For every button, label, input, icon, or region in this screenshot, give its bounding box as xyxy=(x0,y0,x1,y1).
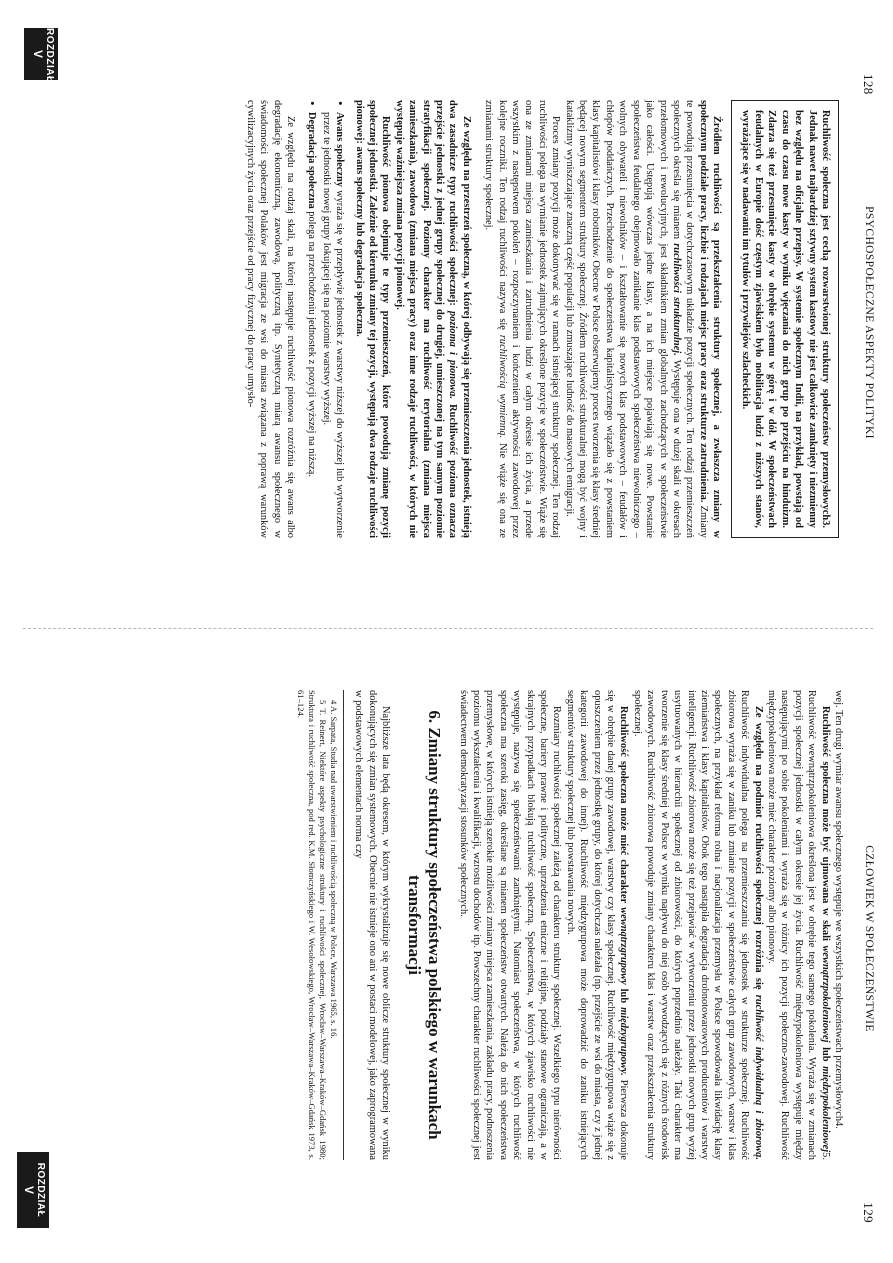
bullet-text: wyraża się w przepływie jednostek z warstwy niższej do wyższej lub wytworzenie przez te jednostki nowej grupy lokującej się na poziomie warstwy wyższej. xyxy=(320,112,346,538)
running-head-title: CZŁOWIEK W SPOŁECZEŃSTWIE xyxy=(863,845,875,1032)
paragraph xyxy=(562,100,723,538)
bold-phrase: lub xyxy=(618,988,630,1004)
paragraph xyxy=(352,100,392,538)
text-column xyxy=(243,100,843,538)
left-page xyxy=(0,0,893,631)
bullet-term: Awans społeczny xyxy=(334,112,346,188)
section-heading: 6. Zmiany struktury społeczeństwa polskiego w warunkach transformacji xyxy=(405,710,445,1140)
chapter-tab-number: V xyxy=(22,1185,36,1194)
running-head xyxy=(859,676,876,1223)
page-number: 128 xyxy=(861,74,876,95)
bold-italic-term: ruchliwości strukturalnej. xyxy=(670,243,682,356)
list-item xyxy=(305,100,318,538)
bold-phrase: Ze względu na podmiot ruchliwości społecznej rozróżnia się xyxy=(752,706,764,990)
paragraph: Najbliższe lata będą okresem, w którym wykrystalizuje się nowe oblicze struktury społecznej w wyniku dokonujących się zmian systemowych. Obecnie nie istnieje ono ani w postaci modelowej, jako zaprogramowana w podstawowych elementach norma czy xyxy=(353,690,392,1160)
paragraph xyxy=(563,690,630,1160)
bold-phrase: Ruchliwość społeczna może mieć charakter xyxy=(618,706,630,904)
paragraph xyxy=(482,100,562,538)
bold-italic-term: pozioma i pionowa. xyxy=(447,311,459,400)
text-run: Ruchliwość indywidualna polega na przemieszczaniu się jednostek w strukturze społecznej. Ruchliwość zbiorowa wyraża się w zaniku lub zmianie pozycji w społeczeństwie całych grup zawodowych, warstw i klas społecznych, na przykład reforma rolna i nacjonalizacja przemysłu w Polsce spowodowała likwidację klasy ziemiaństwa i klasy kapitalistów. Obok tego nastąpiła degradacja drobnotowarowych producentów i warstwy inteligencji. Ruchliwość zbiorowa może się też przejawiać w wytworzeniu przez jednostki nowych grup wyżej usytuowanych w hierarchii społecznej od zbiorowości, do których poprzednio należały. Taki charakter ma tworzenie się klasy średniej w Polsce w wyniku napływu do niej osób wywodzących się z różnych środowisk zawodowych. Ruchliwość zbiorowa powoduje zmiany charakteru klas i warstw oraz przekształcenia struktury społecznej. xyxy=(631,690,751,1160)
page-number: 129 xyxy=(861,1202,876,1223)
text-run: Występuje ona w dużej skali w okresach przełomowych i rewolucyjnych, jest składnikiem zmian globalnych zachodzących w społeczeństwie jako całości. Ustępują wówczas jedne klasy, a na ich miejsce pojawiają się nowe. Powstanie społeczeństwa feudalnego obejmowało zanikanie klas podstawowych społeczeństwa niewolniczego – wolnych obywateli i niewolników – i kształtowanie się nowych klas podstawowych – feudałów i chłopów poddańczych. Przechodzenie do społeczeństwa kapitalistycznego wiązało się z powstaniem klasy kapitalistów i klasy robotników. Obecne w Polsce obserwujemy proces tworzenia się klasy średniej będącej nowym segmentem struktury społecznej. Źródłem ruchliwości strukturalnej mogą być wojny i kataklizmy wyniszczające znaczną część populacji lub zmuszające ludność do masowych emigracji. xyxy=(563,100,682,538)
text-run: Zmiany te powodują przesunięcia w dotychczasowym układzie pozycji społecznych. Ten rodzaj przemieszczeń społecznych określa się mianem xyxy=(670,100,709,538)
bullet-term: Degradacja społeczna xyxy=(306,112,318,209)
right-page xyxy=(0,632,893,1263)
footnote: 5 T. Reinert, Niektóre aspekty psychologiczne struktury i ruchliwości społecznej, Wrocław–Warszawa–Kraków–Gdańsk 1980; Struktura i ruchliwość społeczna, pod red. K.M. Słomczyńskiego i W. Wesołowskiego, Wrocław–Warszawa–Kraków–Gdańsk 1973, s. 61–124. xyxy=(296,690,328,1160)
running-head xyxy=(859,74,875,571)
text-run: Proces zmiany pozycji może dokonywać się w ramach istniejącej struktury społecznej. Ten rodzaj ruchliwości polega na wymianie jednostek zajmujących określone pozycje w społeczeństwie. Wiąże się ona ze zmianami miejsca zamieszkania i zatrudnienia ludzi w całym okresie ich życia, a przede wszystkim z następstwem pokoleń – rozpoczynaniem i kończeniem aktywności zawodowej przez kolejne roczniki. Ten rodzaj ruchliwości nazywa się xyxy=(496,100,562,538)
paragraph xyxy=(631,690,765,1160)
definition-box xyxy=(731,100,839,538)
chapter-tab xyxy=(24,28,58,83)
paragraph xyxy=(765,690,832,1160)
bold-italic-term: wewnątrzpokoleniowej xyxy=(819,945,831,1043)
bold-italic-term: międzygrupowy. xyxy=(618,1007,630,1076)
bold-phrase: Ruchliwość społeczna może być ujmowana w skali xyxy=(819,706,831,941)
paragraph xyxy=(392,100,472,538)
text-run: Nie wiąże się ona ze zmianami struktury społecznej. xyxy=(483,100,508,538)
bullet-list xyxy=(305,100,346,538)
bold-phrase: Ruchliwość pionowa obejmuje te typy przemieszczeń, które powodują zmianę pozycji społecznej jednostki. Zależnie od kierunku zmiany tej pozycji, występują dwa rodzaje ruchliwości pionowej: awans społeczny lub degradacja społeczna. xyxy=(353,100,392,538)
text-run: 5. Ruchliwość wewnątrzpokoleniowa określona jest w obrębie tego samego pokolenia. Wyraża się w zmianach pozycji społecznej jednostki w całym okresie jej życia. Ruchliwość międzypokoleniowa występuje między następującymi po sobie pokoleniami i wyraża się w różnicy ich pozycji społeczno-zawodowej. Ruchliwość międzypokoleniowa może mieć charakter poziomy albo pionowy. xyxy=(765,690,831,1160)
bold-phrase: Źródłem ruchliwości są przekształcenia struktury społecznej, a zwłaszcza zmiany w społecznym podziale pracy, liczbie i rodzajach miejsc pracy oraz strukturze zatrudnienia. xyxy=(697,100,723,538)
bullet-text: polega na przechodzeniu jednostek z pozycji wyższej na niższą. xyxy=(306,211,318,477)
list-item xyxy=(319,100,346,538)
footnotes xyxy=(295,690,344,1160)
text-run: Pierwsza dokonuje się w obrębie danej grupy zawodowej, warstwy czy klasy społecznej. Ruchliwość międzygrupowa wiąże się z opuszczeniem przez jednostkę grupy, do której dotychczas należała (np. przejście ze wsi do miasta, czy z jednej kategorii zawodowej do innej). Ruchliwość międzygrupowa może doprowadzić do zaniku istniejących segmentów struktury społecznej lub powstawania nowych. xyxy=(564,690,630,1160)
chapter-tab-label: ROZDZIAŁ xyxy=(35,1162,46,1218)
text-column xyxy=(295,690,845,1160)
bold-phrase: Ze względu na przestrzeń społeczną, w której odbywają się przemieszczenia jednostek, istnieją dwa zasadnicze typy ruchliwości społecznej: xyxy=(447,100,472,538)
bold-phrase: Ruchliwość pozioma oznacza przejście jednostki z jednej grupy społecznej do drugiej, umieszczonej na tym samym poziomie stratyfikacji społecznej. Poziomy charakter ma ruchliwość terytorialna (zmiana miejsca zamieszkania), zawodowa (zmiana miejsca pracy) oraz inne rodzaje ruchliwości, w których nie występuje ważniejsza zmiana pozycji pionowej. xyxy=(393,100,459,538)
paragraph: Ze względu na rodzaj skali, na której następuje ruchliwość pionowa rozróżnia się awans albo degradację ekonomiczną, zawodową, polityczną itp. Syntetyczną miarą awansu społecznego w świadomości społecznej Polaków jest migracja ze wsi do miasta związana z poprawą warunków cywilizacyjnych życia oraz przejście od pracy fizycznej do pracy umysło- xyxy=(244,100,296,538)
bold-phrase: lub xyxy=(819,1047,831,1062)
paragraph: wej. Ten drugi wymiar awansu społecznego występuje we wszystkich społeczeństwach przemysłowych4. xyxy=(833,690,844,1129)
footnote: 4 A. Sarpata, Studia nad uwarstwieniem i ruchliwością społeczną w Polsce, Warszawa 1965, s. 16. xyxy=(329,700,339,1039)
chapter-tab-number: V xyxy=(31,49,45,58)
chapter-tab xyxy=(17,1152,49,1228)
paragraph: Rozmiary ruchliwości społecznej zależą od charakteru struktury społecznej. Wszelkiego typu nierówności społeczne, bariery prawne i polityczne, uprzedzenia etniczne i religijne, podziały stanowe ograniczają, a w skrajnych przypadkach blokują ruchliwość społeczną. Społeczeństwa, w których zjawisko ruchliwości nie występuje, nazywa się społeczeństwami zamkniętymi. Natomiast społeczeństwa, w których ruchliwość społeczna ma szeroki zasięg, określane są mianem społeczeństw otwartych. Należą do nich społeczeństwa przemysłowe, w których istnieją szerokie możliwości zmiany miejsca zamieszkania, zakładu pracy, podnoszenia poziomu wykształcenia i kwalifikacji, wzrostu dochodów itp. Powszechny charakter ruchliwości społecznej jest świadectwem demokratyzacji stosunków społecznych. xyxy=(457,690,563,1160)
running-head-title: PSYCHOSPOŁECZNE ASPEKTY POLITYKI xyxy=(863,206,875,439)
bold-italic-term: międzypokoleniowej xyxy=(819,1066,831,1153)
bold-italic-term: ruchliwość indywidualną i zbiorową. xyxy=(752,994,764,1160)
italic-term: ruchliwością wymienną. xyxy=(496,334,508,439)
box-text: Ruchliwość społeczna jest cechą rozwarstwionej struktury społeczeństw przemysłowych3. Jednak nawet najbardziej sztywny system kastowy nie jest całkowicie zamknięty i niezmienny bez względu na oficjalne przepisy. W systemie społecznym Indii, na przykład, powstają od czasu do czasu nowe kasty w wyniku wjęczania do nich grup po przejściu na hinduizm. Zdarza się też przesunięcie kasty w obrębie systemu w górę i w dół. W społeczeństwach feudalnych w Europie dość częstym zjawiskiem było nobilitacja ludzi z niższych stanów, wyrażające się w nadawaniu im tytułów i przywilejów szlacheckich. xyxy=(739,110,831,528)
chapter-tab-label: ROZDZIAŁ xyxy=(44,28,55,83)
bold-italic-term: wewnątrzgrupowy xyxy=(618,907,630,985)
